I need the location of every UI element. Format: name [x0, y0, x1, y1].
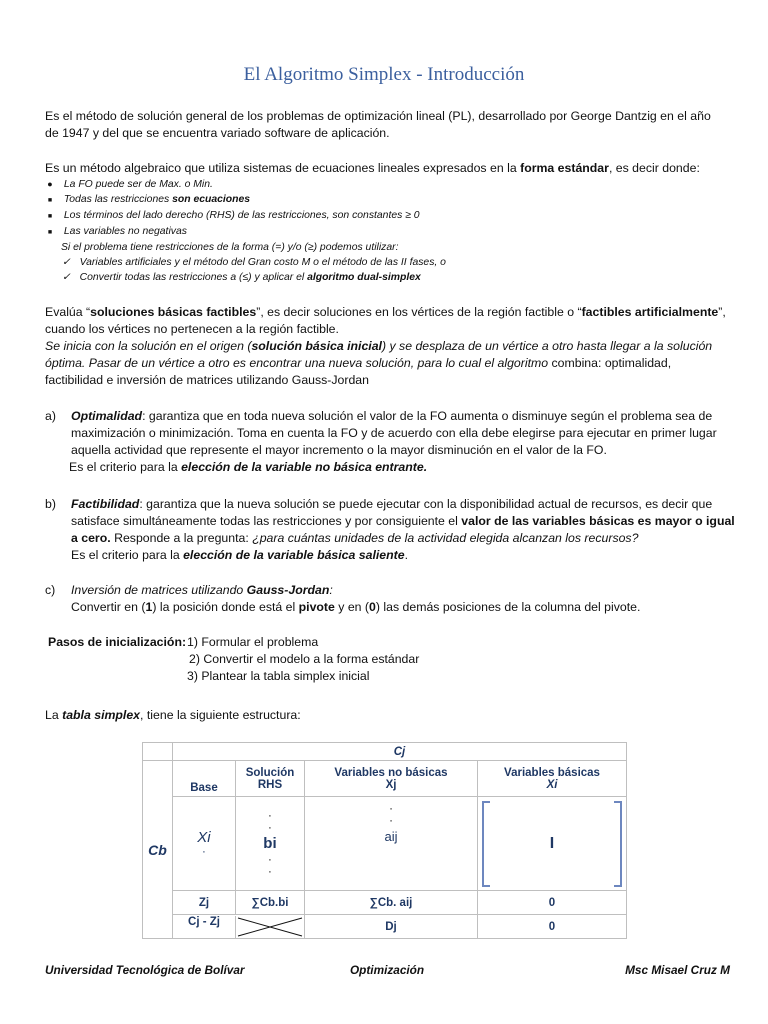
left-bracket: [482, 801, 490, 887]
steps-label: Pasos de inicialización:: [48, 635, 187, 649]
xi-cell: Xi ·: [173, 797, 236, 891]
page-title: El Algoritmo Simplex - Introducción: [243, 64, 525, 85]
list-item: ● La FO puede ser de Max. o Min.: [47, 179, 213, 190]
footer-author: Msc Misael Cruz M: [625, 963, 730, 977]
dj-cell: Dj: [305, 915, 478, 939]
sum-cb-bi: ∑Cb.bi: [235, 891, 304, 915]
standard-form-lead: Es un método algebraico que utiliza sistemas de ecuaciones lineales expresados en la forma estándar, es decir donde:: [45, 161, 700, 175]
cross-out-icon: [236, 916, 304, 938]
item-b-text: Factibilidad: garantiza que la nueva solución se puede ejecutar con la disponibilidad actual de recursos, es decir que satisface simultáneamente todas las restricciones y por consiguiente el valor de las variables básicas es mayor o igual a cero. Responde a la pregunta: ¿para cuántas unidades de la actividad elegida alcanzan los recursos? Es el criterio para la elección de la variable básica saliente.: [71, 497, 735, 562]
crossed-cell: [235, 916, 304, 938]
cj-header: Cj: [173, 743, 627, 761]
list-item: ■ Todas las restricciones son ecuaciones: [47, 194, 251, 205]
note-line: Si el problema tiene restricciones de la forma (=) y/o (≥) podemos utilizar:: [61, 242, 399, 253]
cj-zj-row-head: [173, 915, 305, 939]
item-b-label: b): [45, 497, 56, 511]
table-intro: La tabla simplex, tiene la siguiente estructura:: [45, 708, 301, 722]
item-a-text: Optimalidad: garantiza que en toda nueva solución el valor de la FO aumenta o disminuye según el problema sea de maximización o minimización. Toma en cuenta la FO y de acuerdo con ella debe elegirse para ejecutar en primer lugar aquella actividad que represente el mayor incremento o la mayor disminución en el valor de la FO. Es el criterio para la elección de la variable no básica entrante.: [69, 409, 717, 474]
base-header: Base: [173, 761, 236, 797]
zj-label: Zj: [173, 891, 236, 915]
right-bracket: [614, 801, 622, 887]
solution-header: Solución RHS: [235, 761, 304, 797]
footer-university: Universidad Tecnológica de Bolívar: [45, 963, 245, 977]
zj-basic-value: 0: [478, 891, 627, 915]
list-item: 1) Formular el problema: [187, 635, 319, 649]
evalua-paragraph: Evalúa “soluciones básicas factibles”, es decir soluciones en los vértices de la región factible o “factibles artificialmente”, cuando los vértices no pertenecen a la región factible. Se inicia con la solución en el origen (solución básica inicial) y se desplaza de un vértice a otro hasta llegar a la solución óptima. Pasar de un vértice a otro es encontrar una nueva solución, para lo cual el algoritmo combina: optimalidad, factibilidad e inversión de matrices utilizando Gauss-Jordan: [45, 305, 726, 387]
cb-label: Cb: [143, 761, 173, 939]
intro-paragraph: [45, 108, 735, 142]
list-item: 3) Plantear la tabla simplex inicial: [187, 669, 370, 683]
check-icon: ✓: [62, 272, 71, 283]
bi-cell: · · bi · ·: [235, 797, 304, 891]
check-icon: ✓: [62, 257, 71, 268]
intro-line-2: de 1947 y del que se encuentra variado software de aplicación.: [45, 126, 390, 140]
list-item: 2) Convertir el modelo a la forma estándar: [189, 652, 420, 666]
simplex-table: [142, 742, 627, 939]
item-c-text: Inversión de matrices utilizando Gauss-Jordan: Convertir en (1) la posición donde está el pivote y en (0) las demás posiciones de la columna del pivote.: [71, 583, 641, 614]
steps-list: [187, 634, 419, 685]
list-item: ✓ Variables artificiales y el método del Gran costo M o el método de las II fases, o: [62, 257, 446, 268]
item-a-label: a): [45, 409, 56, 423]
intro-line-1: Es el método de solución general de los problemas de optimización lineal (PL), desarrollado por George Dantzig en el año: [45, 109, 711, 123]
list-item: ■ Las variables no negativas: [47, 226, 187, 237]
list-item: ■ Los términos del lado derecho (RHS) de las restricciones, son constantes ≥ 0: [47, 210, 420, 221]
aij-cell: · · aij: [305, 797, 478, 891]
item-c-label: c): [45, 583, 56, 597]
footer-course: Optimización: [350, 963, 425, 977]
standard-form-list: [45, 177, 735, 285]
dj-basic-value: 0: [478, 915, 627, 939]
identity-cell: I: [478, 797, 627, 891]
cj-zj-label: Cj - Zj: [188, 915, 220, 928]
sum-cb-aij: ∑Cb. aij: [305, 891, 478, 915]
basic-header: Variables básicas Xi: [478, 761, 627, 797]
list-item: ✓ Convertir todas las restricciones a (≤) y aplicar el algoritmo dual-simplex: [62, 272, 421, 283]
nonbasic-header: Variables no básicas Xj: [305, 761, 478, 797]
